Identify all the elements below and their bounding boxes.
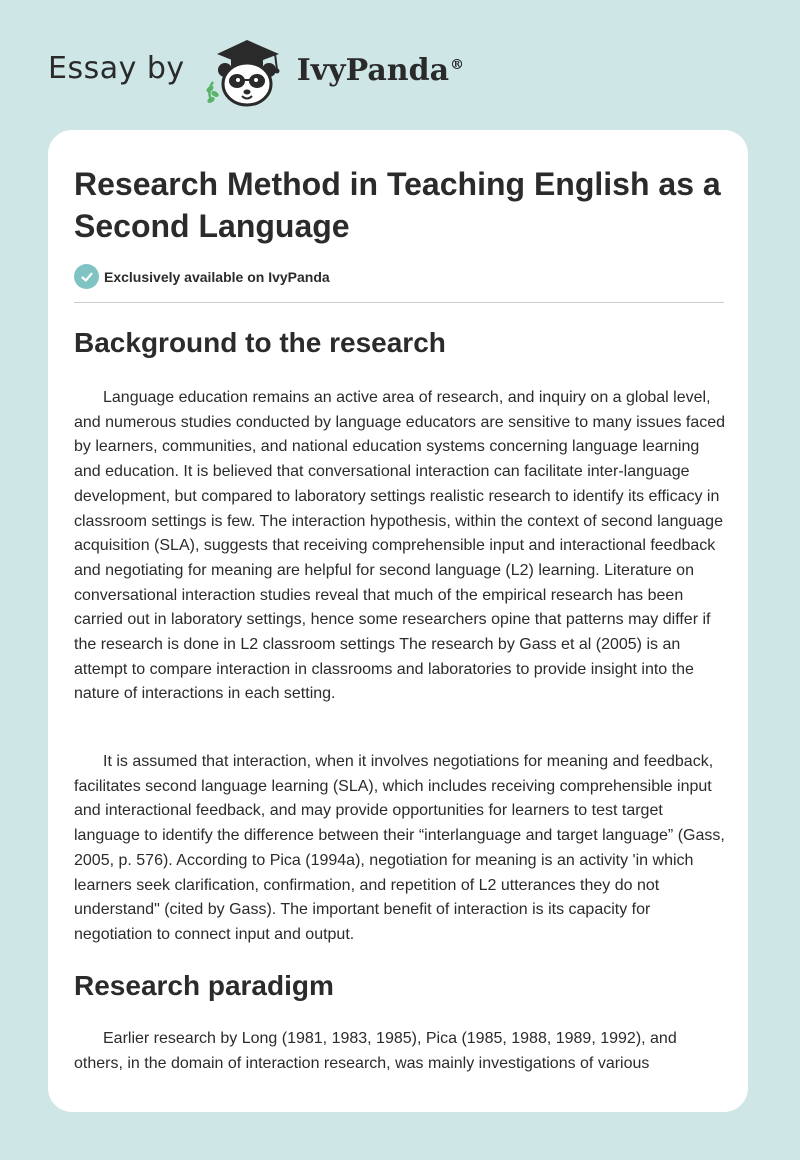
paragraph: It is assumed that interaction, when it involves negotiations for meaning and feedback, facilitates second language learning (SLA), which includes receiving comprehensible input and interactional feedback, and may provide opportunities for learners to test target language to identify the difference between their “interlanguage and target language” (Gass, 2005, p. 576). According to Pica (1994a), negotiation for meaning is an activity 'in which learners seek clarification, confirmation, and repetition of L2 utterances they do not understand" (cited by Gass). The important benefit of interaction is its capacity for negotiation to connect input and output. bbox=[74, 753, 725, 943]
divider bbox=[74, 302, 724, 303]
section-heading-research-paradigm: Research paradigm bbox=[74, 970, 334, 1001]
section-heading-background: Background to the research bbox=[74, 327, 446, 358]
brand-name bbox=[297, 53, 464, 88]
panda-graduate-logo-icon bbox=[199, 34, 291, 110]
registered-mark: ® bbox=[450, 56, 465, 73]
exclusive-badge bbox=[74, 264, 330, 289]
brand-prefix: Essay by bbox=[48, 50, 185, 86]
paragraph: Language education remains an active area of research, and inquiry on a global level, and numerous studies conducted by language educators are sensitive to many issues faced by learners, communities, and national education systems concerning language learning and education. It is believed that conversational interaction can facilitate inter-language development, but compared to laboratory settings realistic research to identify its efficacy in classroom settings is few. The interaction hypothesis, within the context of second language acquisition (SLA), suggests that receiving comprehensible input and interactional feedback and negotiating for meaning are helpful for second language (L2) learning. Literature on conversational interaction studies reveal that much of the empirical research has been carried out in laboratory settings, hence some researchers opine that patterns may differ if the research is done in L2 classroom settings The research by Gass et al (2005) is an attempt to compare interaction in classrooms and laboratories to provide insight into the nature of interactions in each setting. bbox=[74, 389, 726, 703]
essay-title: Research Method in Teaching English as a Second Language bbox=[74, 166, 721, 244]
site-header-logo[interactable] bbox=[48, 34, 464, 110]
check-icon bbox=[74, 264, 99, 289]
essay-card bbox=[48, 130, 748, 1112]
brand-name-text: IvyPanda bbox=[296, 52, 450, 88]
exclusive-badge-text: Exclusively available on IvyPanda bbox=[104, 268, 330, 285]
paragraph: Earlier research by Long (1981, 1983, 1985), Pica (1985, 1988, 1989, 1992), and others, in the domain of interaction research, was mainly investigations of various bbox=[74, 1030, 677, 1072]
